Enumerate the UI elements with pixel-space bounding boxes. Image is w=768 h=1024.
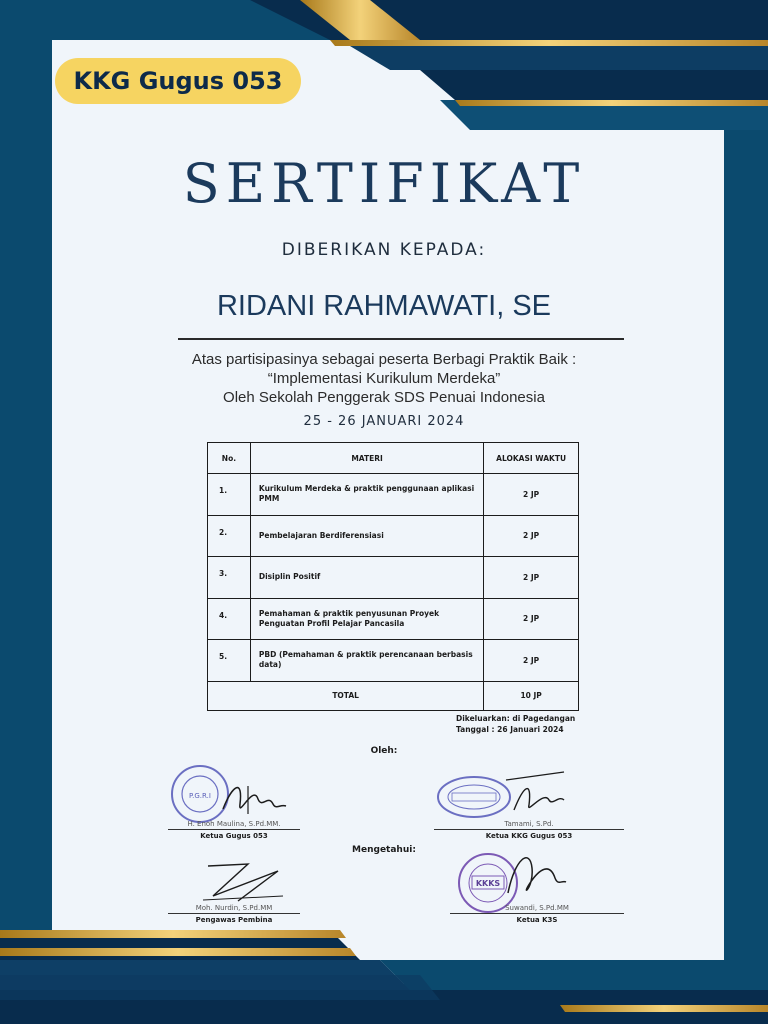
row-waktu: 2 JP — [484, 598, 579, 640]
table-row — [208, 640, 579, 682]
description-line-3: Oleh Sekolah Penggerak SDS Penuai Indonesia — [223, 389, 545, 406]
event-date: 25 - 26 JANUARI 2024 — [303, 414, 465, 429]
signatory-4 — [450, 848, 624, 926]
row-materi: Pemahaman & praktik penyusunan Proyek Penguatan Profil Pelajar Pancasila — [250, 598, 483, 640]
signature-3-icon — [198, 856, 288, 906]
materials-table — [207, 442, 579, 711]
stamp-text: P.G.R.I — [189, 792, 211, 800]
signatory-role: Pengawas Pembina — [195, 916, 273, 924]
signature-2-icon — [504, 770, 584, 820]
row-no: 4. — [208, 598, 251, 640]
total-value: 10 JP — [484, 681, 579, 710]
signatory-2 — [434, 770, 624, 840]
signature-1-icon — [218, 774, 298, 824]
signatory-role: Ketua Gugus 053 — [200, 832, 268, 840]
table-total-row — [208, 681, 579, 710]
total-label: TOTAL — [208, 681, 484, 710]
participation-description — [0, 350, 768, 407]
table-row — [208, 474, 579, 516]
recipient-name: RIDANI RAHMAWATI, SE — [216, 290, 552, 322]
row-waktu: 2 JP — [484, 640, 579, 682]
row-materi: Disiplin Positif — [250, 557, 483, 599]
certificate-title: SERTIFIKAT — [182, 152, 586, 215]
table-row — [208, 557, 579, 599]
issued-date: Tanggal : 26 Januari 2024 — [456, 725, 564, 734]
signatory-name: Suwandi, S.Pd.MM — [505, 904, 569, 912]
description-line-2: “Implementasi Kurikulum Merdeka” — [267, 370, 501, 387]
signature-line — [168, 829, 300, 830]
signatory-name: Tamami, S.Pd. — [504, 820, 554, 828]
row-no: 2. — [208, 515, 251, 557]
table-row — [208, 515, 579, 557]
kkg-stamp-icon — [434, 774, 514, 820]
stamp-text: KKKS — [475, 879, 501, 888]
row-materi: PBD (Pemahaman & praktik perencanaan berbasis data) — [250, 640, 483, 682]
signatory-role: Ketua K3S — [516, 916, 558, 924]
group-badge: KKG Gugus 053 — [55, 58, 301, 104]
signatory-3 — [168, 856, 300, 926]
issued-info — [456, 713, 575, 735]
oleh-label: Oleh: — [370, 746, 398, 756]
issued-place: Dikeluarkan: di Pagedangan — [456, 714, 576, 723]
row-materi: Pembelajaran Berdiferensiasi — [250, 515, 483, 557]
signature-line — [168, 913, 300, 914]
signature-line — [450, 913, 624, 914]
given-to-label: DIBERIKAN KEPADA: — [281, 240, 487, 260]
description-line-1: Atas partisipasinya sebagai peserta Berbagi Praktik Baik : — [191, 351, 577, 368]
header-materi: MATERI — [250, 443, 483, 474]
row-waktu: 2 JP — [484, 474, 579, 516]
row-waktu: 2 JP — [484, 515, 579, 557]
signature-4-icon — [500, 848, 570, 904]
mengetahui-label: Mengetahui: — [352, 845, 416, 855]
row-materi: Kurikulum Merdeka & praktik penggunaan aplikasi PMM — [250, 474, 483, 516]
row-no: 3. — [208, 557, 251, 599]
signatory-name: Moh. Nurdin, S.Pd.MM — [195, 904, 273, 912]
table-header-row — [208, 443, 579, 474]
signatory-1 — [168, 762, 300, 840]
row-no: 5. — [208, 640, 251, 682]
signatory-role: Ketua KKG Gugus 053 — [485, 832, 573, 840]
row-waktu: 2 JP — [484, 557, 579, 599]
row-no: 1. — [208, 474, 251, 516]
header-no: No. — [208, 443, 251, 474]
name-underline — [178, 338, 624, 340]
header-waktu: ALOKASI WAKTU — [484, 443, 579, 474]
signatory-name: H. Enoh Maulina, S.Pd.MM. — [187, 820, 281, 828]
table-row — [208, 598, 579, 640]
signature-line — [434, 829, 624, 830]
